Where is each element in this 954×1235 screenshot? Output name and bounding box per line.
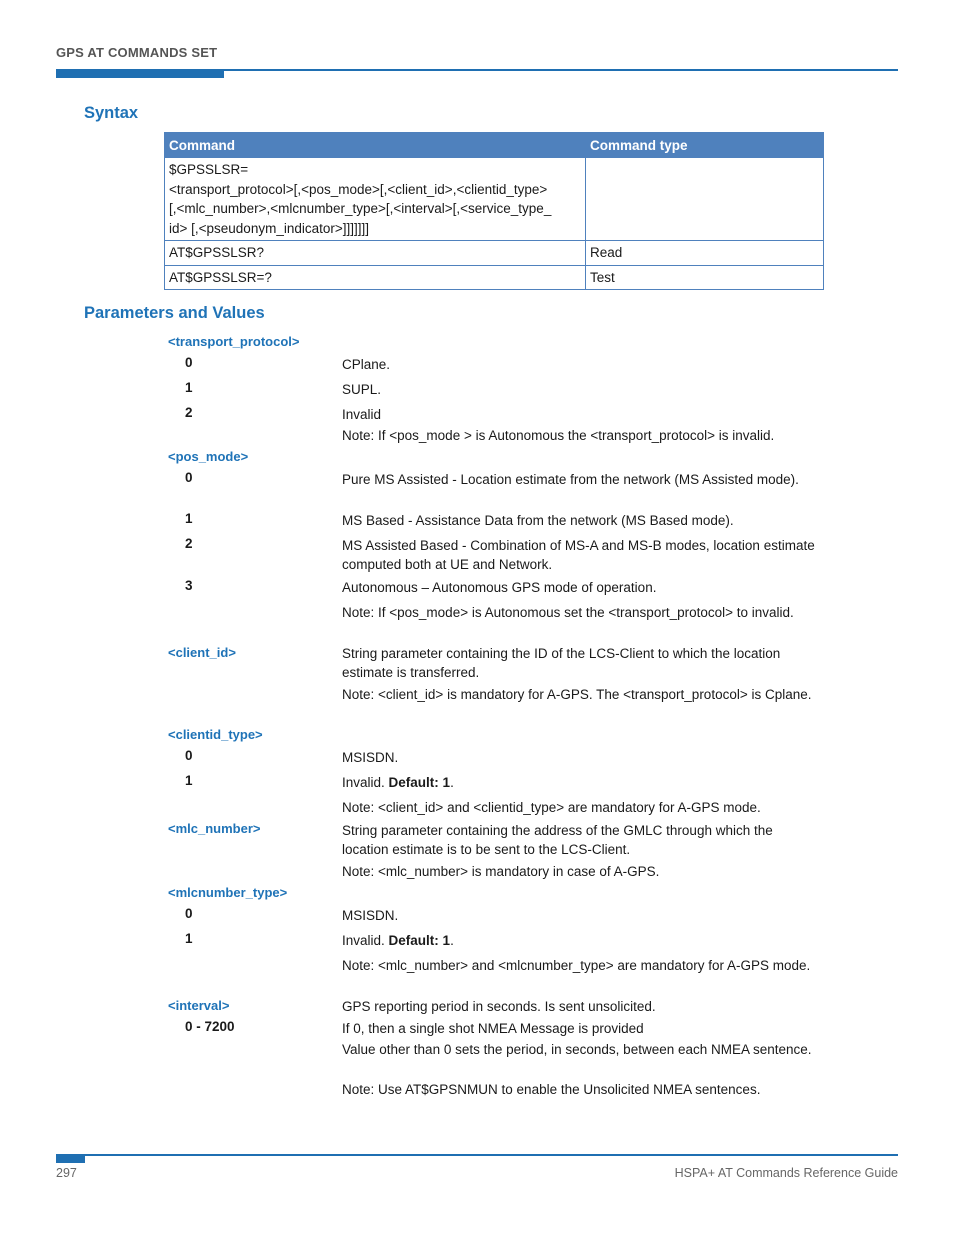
table-row [165, 158, 824, 241]
command-cell: AT$GPSSLSR? [165, 241, 586, 266]
param-note: Note: <client_id> and <clientid_type> are mandatory for A-GPS mode. [342, 800, 761, 815]
param-note: Note: <client_id> is mandatory for A-GPS. The <transport_protocol> is Cplane. [342, 687, 812, 702]
value-desc: Autonomous – Autonomous GPS mode of operation. [342, 580, 657, 595]
param-mlc-number: <mlc_number> [168, 821, 261, 836]
running-header: GPS AT COMMANDS SET [56, 45, 218, 60]
param-client-id: <client_id> [168, 645, 236, 660]
syntax-heading: Syntax [84, 104, 139, 122]
value-desc: MSISDN. [342, 750, 399, 765]
header-accent-bar [56, 69, 224, 78]
value-0: 0 [185, 906, 193, 921]
value-text: Invalid. [342, 933, 385, 948]
default-label: Default: 1 [388, 933, 451, 948]
param-note: Note: <mlc_number> is mandatory in case of A-GPS. [342, 864, 660, 879]
value-desc: Invalid [342, 407, 382, 422]
value-desc: MSISDN. [342, 908, 399, 923]
param-note: Note: If <pos_mode > is Autonomous the <transport_protocol> is invalid. [342, 428, 775, 443]
value-desc: SUPL. [342, 382, 382, 397]
value-0: 0 [185, 748, 193, 763]
value-1: 1 [185, 380, 193, 395]
syntax-table [164, 132, 824, 290]
value-1: 1 [185, 511, 193, 526]
command-cell: $GPSSLSR= <transport_protocol>[,<pos_mode>[,<client_id>,<clientid_type> [,<mlc_number>,<mlcnumber_type>[,<interval>[,<service_type_ id> [,<pseudonym_indicator>]]]]]]] [165, 158, 586, 241]
value-range: 0 - 7200 [185, 1019, 235, 1034]
value-0: 0 [185, 470, 193, 485]
table-row [165, 241, 824, 266]
param-desc: String parameter containing the ID of the LCS-Client to which the location estimate is transferred. [342, 646, 781, 680]
param-note: Note: <mlc_number> and <mlcnumber_type> are mandatory for A-GPS mode. [342, 958, 811, 973]
value-desc: Value other than 0 sets the period, in seconds, between each NMEA sentence. [342, 1042, 812, 1057]
command-type-cell: Read [586, 241, 824, 266]
param-clientid-type: <clientid_type> [168, 727, 263, 742]
param-interval: <interval> [168, 998, 230, 1013]
page-number: 297 [56, 1166, 77, 1180]
value-0: 0 [185, 355, 193, 370]
footer-rule [56, 1154, 898, 1156]
value-desc: Pure MS Assisted - Location estimate from the network (MS Assisted mode). [342, 472, 799, 487]
value-desc: MS Assisted Based - Combination of MS-A and MS-B modes, location estimate computed both at UE and Network. [342, 538, 815, 572]
value-desc: If 0, then a single shot NMEA Message is provided [342, 1021, 644, 1036]
value-desc: Invalid. Default: 1. [342, 933, 454, 948]
value-2: 2 [185, 405, 193, 420]
param-pos-mode: <pos_mode> [168, 449, 249, 464]
footer-accent-bar [56, 1154, 85, 1163]
param-transport-protocol: <transport_protocol> [168, 334, 300, 349]
table-header-row [165, 133, 824, 158]
value-desc: Invalid. Default: 1. [342, 775, 454, 790]
table-row [165, 265, 824, 290]
param-note: Note: Use AT$GPSNMUN to enable the Unsolicited NMEA sentences. [342, 1082, 761, 1097]
column-header-type: Command type [586, 133, 824, 158]
value-2: 2 [185, 536, 193, 551]
guide-title: HSPA+ AT Commands Reference Guide [674, 1166, 898, 1180]
value-text: Invalid. [342, 775, 385, 790]
value-desc: MS Based - Assistance Data from the network (MS Based mode). [342, 513, 734, 528]
column-header-command: Command [165, 133, 586, 158]
command-type-cell [586, 158, 824, 241]
value-desc: CPlane. [342, 357, 391, 372]
param-desc: String parameter containing the address of the GMLC through which the location estimate is to be sent to the LCS-Client. [342, 823, 773, 857]
default-label: Default: 1 [388, 775, 451, 790]
param-mlcnumber-type: <mlcnumber_type> [168, 885, 288, 900]
value-1: 1 [185, 931, 193, 946]
parameters-heading: Parameters and Values [84, 304, 265, 322]
command-cell: AT$GPSSLSR=? [165, 265, 586, 290]
value-3: 3 [185, 578, 193, 593]
param-note: Note: If <pos_mode> is Autonomous set the <transport_protocol> to invalid. [342, 605, 794, 620]
command-type-cell: Test [586, 265, 824, 290]
value-1: 1 [185, 773, 193, 788]
param-desc: GPS reporting period in seconds. Is sent unsolicited. [342, 999, 656, 1014]
